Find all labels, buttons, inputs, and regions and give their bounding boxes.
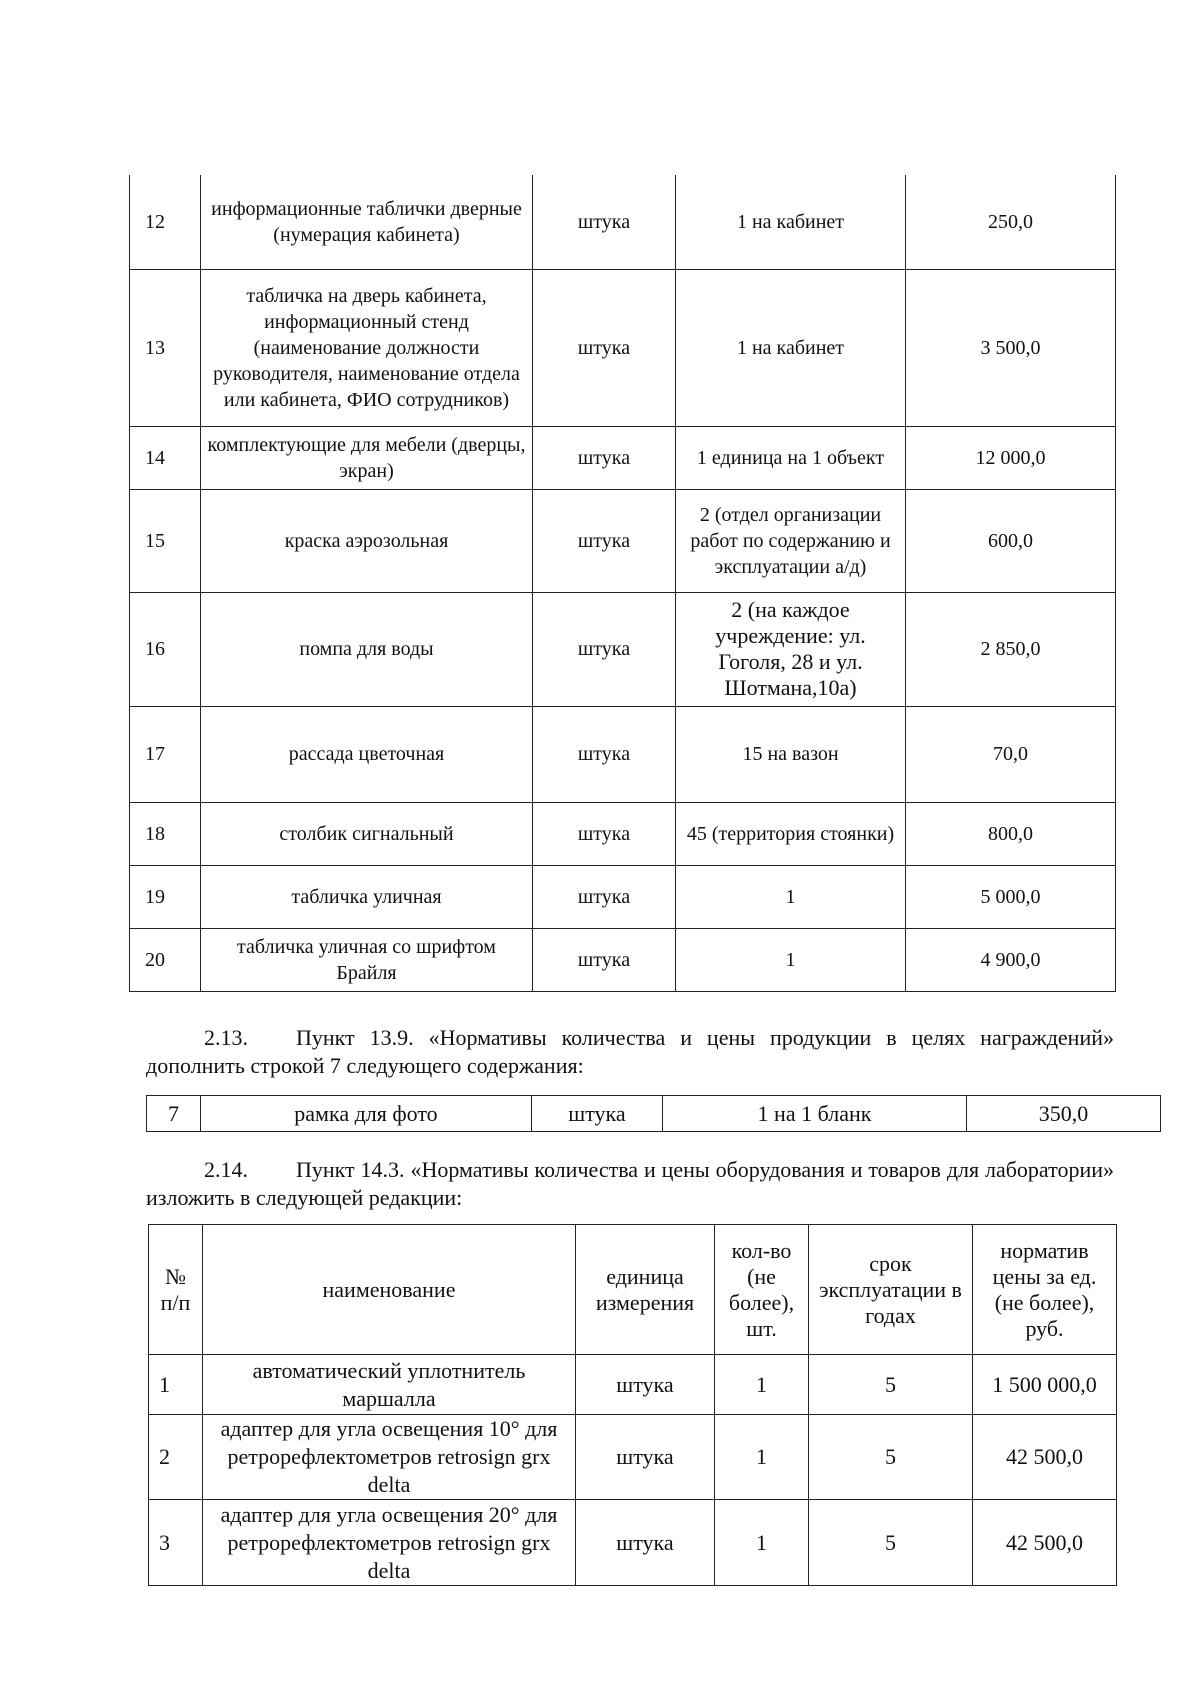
table-row <box>149 1500 1117 1586</box>
table-row <box>130 802 1116 865</box>
item-name: комплектующие для мебели (дверцы, экран) <box>201 426 533 489</box>
paragraph-number: 2.14. <box>204 1157 248 1182</box>
item-unit: штука <box>576 1500 715 1586</box>
table-row <box>130 928 1116 991</box>
row-number: 12 <box>130 175 201 269</box>
item-unit: штука <box>576 1355 715 1415</box>
item-quantity: 2 (отдел организации работ по содержанию и эксплуатации а/д) <box>676 489 906 592</box>
row-number: 13 <box>130 269 201 426</box>
paragraph-number: 2.13. <box>204 1025 248 1050</box>
table-row <box>149 1355 1117 1415</box>
item-quantity: 1 <box>715 1500 809 1586</box>
item-unit: штука <box>533 802 676 865</box>
table-row <box>130 592 1116 706</box>
item-quantity: 1 <box>715 1415 809 1500</box>
item-unit: штука <box>533 928 676 991</box>
row-number: 7 <box>147 1096 201 1132</box>
item-price: 4 900,0 <box>906 928 1116 991</box>
norms-table-continuation <box>129 175 1116 992</box>
row-number: 17 <box>130 706 201 802</box>
item-quantity: 1 на кабинет <box>676 175 906 269</box>
item-quantity: 1 на 1 бланк <box>663 1096 967 1132</box>
item-price: 600,0 <box>906 489 1116 592</box>
row-number: 3 <box>149 1500 203 1586</box>
item-price: 800,0 <box>906 802 1116 865</box>
item-unit: штука <box>533 592 676 706</box>
header-unit: единица измерения <box>576 1225 715 1355</box>
item-name: табличка на дверь кабинета, информационный стенд (наименование должности руководителя, наименование отдела или кабинета, ФИО сотрудников) <box>201 269 533 426</box>
item-price: 42 500,0 <box>973 1500 1117 1586</box>
header-name: наименование <box>203 1225 576 1355</box>
item-service-life: 5 <box>809 1500 973 1586</box>
table-row <box>149 1415 1117 1500</box>
table-row <box>130 706 1116 802</box>
table-row <box>130 269 1116 426</box>
item-price: 70,0 <box>906 706 1116 802</box>
laboratory-equipment-table <box>148 1224 1117 1586</box>
item-name: автоматический уплотнитель маршалла <box>203 1355 576 1415</box>
item-name: краска аэрозольная <box>201 489 533 592</box>
header-quantity: кол-во (не более), шт. <box>715 1225 809 1355</box>
paragraph-text: Пункт 13.9. «Нормативы количества и цены продукции в целях награждений» дополнить строкой 7 следующего содержания: <box>146 1025 1114 1078</box>
paragraph-2-13 <box>146 1024 1114 1080</box>
item-name: адаптер для угла освещения 20° для ретрорефлектометров retrosign grx delta <box>203 1500 576 1586</box>
item-quantity: 1 <box>676 865 906 928</box>
item-price: 250,0 <box>906 175 1116 269</box>
header-price: норматив цены за ед. (не более), руб. <box>973 1225 1117 1355</box>
table-row <box>130 865 1116 928</box>
item-unit: штука <box>533 865 676 928</box>
item-price: 5 000,0 <box>906 865 1116 928</box>
row-number: 16 <box>130 592 201 706</box>
header-number: № п/п <box>149 1225 203 1355</box>
item-name: рамка для фото <box>201 1096 532 1132</box>
row-number: 18 <box>130 802 201 865</box>
item-name: адаптер для угла освещения 10° для ретрорефлектометров retrosign grx delta <box>203 1415 576 1500</box>
item-name: табличка уличная <box>201 865 533 928</box>
item-unit: штука <box>533 426 676 489</box>
item-unit: штука <box>533 706 676 802</box>
item-unit: штука <box>576 1415 715 1500</box>
table-row <box>130 489 1116 592</box>
row-number: 19 <box>130 865 201 928</box>
item-name: столбик сигнальный <box>201 802 533 865</box>
item-quantity: 1 <box>676 928 906 991</box>
item-price: 2 850,0 <box>906 592 1116 706</box>
row-number: 1 <box>149 1355 203 1415</box>
item-name: табличка уличная со шрифтом Брайля <box>201 928 533 991</box>
item-name: информационные таблички дверные (нумерация кабинета) <box>201 175 533 269</box>
item-price: 3 500,0 <box>906 269 1116 426</box>
table-row <box>130 426 1116 489</box>
paragraph-2-14 <box>146 1156 1114 1212</box>
item-name: помпа для воды <box>201 592 533 706</box>
row-number: 2 <box>149 1415 203 1500</box>
item-service-life: 5 <box>809 1415 973 1500</box>
awards-row-table <box>146 1095 1161 1132</box>
item-quantity: 1 на кабинет <box>676 269 906 426</box>
paragraph-text: Пункт 14.3. «Нормативы количества и цены оборудования и товаров для лаборатории» изложить в следующей редакции: <box>146 1157 1114 1210</box>
item-service-life: 5 <box>809 1355 973 1415</box>
row-number: 15 <box>130 489 201 592</box>
item-quantity: 15 на вазон <box>676 706 906 802</box>
table-row <box>130 175 1116 269</box>
item-quantity: 1 единица на 1 объект <box>676 426 906 489</box>
row-number: 14 <box>130 426 201 489</box>
item-price: 42 500,0 <box>973 1415 1117 1500</box>
item-price: 350,0 <box>967 1096 1161 1132</box>
item-unit: штука <box>533 269 676 426</box>
item-quantity: 2 (на каждое учреждение: ул. Гоголя, 28 и ул. Шотмана,10а) <box>676 592 906 706</box>
item-price: 1 500 000,0 <box>973 1355 1117 1415</box>
table-header-row <box>149 1225 1117 1355</box>
row-number: 20 <box>130 928 201 991</box>
item-quantity: 1 <box>715 1355 809 1415</box>
header-service-life: срок эксплуатации в годах <box>809 1225 973 1355</box>
table-row <box>147 1096 1161 1132</box>
item-price: 12 000,0 <box>906 426 1116 489</box>
item-unit: штука <box>533 175 676 269</box>
item-quantity: 45 (территория стоянки) <box>676 802 906 865</box>
item-unit: штука <box>532 1096 663 1132</box>
item-name: рассада цветочная <box>201 706 533 802</box>
item-unit: штука <box>533 489 676 592</box>
